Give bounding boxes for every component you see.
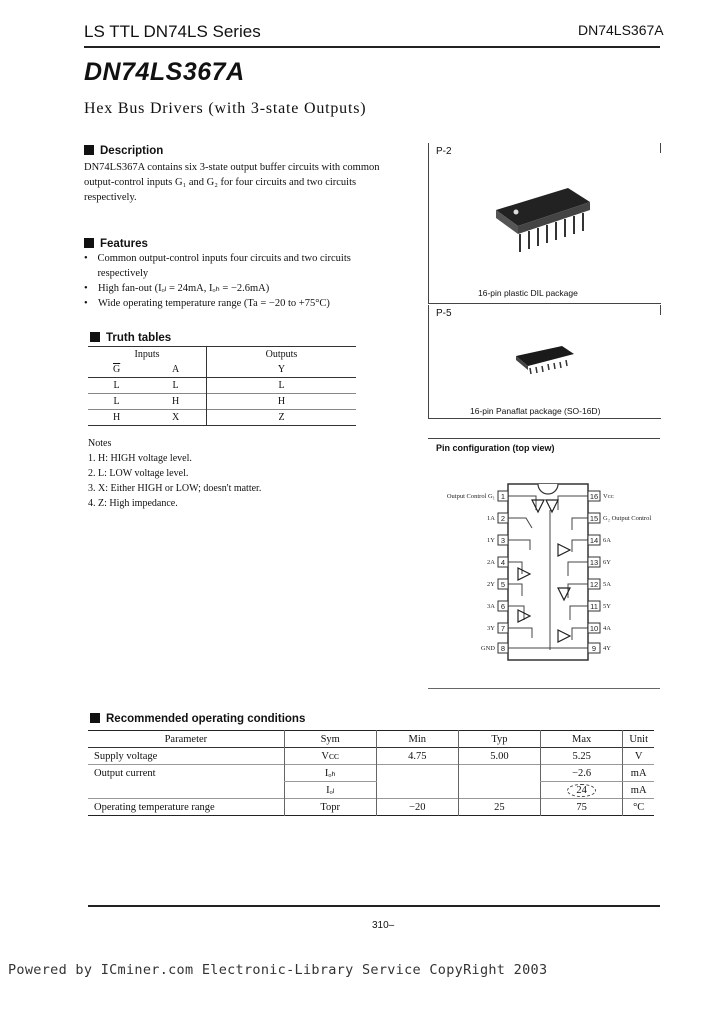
pin-number: 6	[500, 602, 506, 611]
column-header: A	[145, 362, 206, 378]
page-title: DN74LS367A	[84, 58, 245, 86]
list-item: • Wide operating temperature range (Ta = −20 to +75°C)	[84, 298, 330, 309]
table-cell	[541, 782, 623, 799]
table-cell: Output current	[94, 767, 156, 779]
column-header: Unit	[623, 731, 654, 748]
table-row	[88, 347, 356, 363]
box-tick	[660, 143, 661, 153]
table-cell: Iₒₗ	[284, 782, 376, 799]
table-cell: L	[113, 396, 120, 407]
table-row	[88, 378, 356, 394]
table-cell: Operating temperature range	[94, 801, 215, 813]
pin-number: 13	[589, 558, 599, 567]
pin-label: Vᴄᴄ	[603, 493, 614, 500]
table-cell: Topr	[284, 799, 376, 816]
header-rule	[84, 46, 660, 48]
table-cell: L	[278, 380, 285, 391]
note-item: 4. Z: High impedance.	[88, 498, 178, 509]
pin-number: 7	[500, 624, 506, 633]
dil-package-icon	[488, 180, 598, 270]
group-header-outputs: Outputs	[265, 349, 298, 360]
pin-label: 6Y	[603, 559, 611, 566]
bullet-square-icon	[90, 332, 100, 342]
bullet-square-icon	[90, 713, 100, 723]
table-cell	[458, 782, 540, 799]
table-row	[88, 782, 654, 799]
column-header: Max	[541, 731, 623, 748]
pin-config-bottom-rule	[428, 688, 660, 689]
table-row	[88, 765, 654, 782]
note-item: 1. H: HIGH voltage level.	[88, 453, 192, 464]
bullet-square-icon	[84, 238, 94, 248]
table-cell: 5.00	[458, 748, 540, 765]
table-cell: 75	[541, 799, 623, 816]
table-cell: °C	[623, 799, 654, 816]
pin-number: 16	[589, 492, 599, 501]
package-code: P-2	[436, 146, 452, 157]
pin-number: 10	[589, 624, 599, 633]
table-cell: 25	[458, 799, 540, 816]
roc-table	[88, 730, 654, 816]
table-cell	[458, 765, 540, 782]
table-cell: Z	[278, 412, 285, 423]
table-row	[88, 748, 654, 765]
note-item: 3. X: Either HIGH or LOW; doesn't matter.	[88, 483, 262, 494]
series-title: LS TTL DN74LS Series	[84, 22, 261, 41]
table-cell: −2.6	[541, 765, 623, 782]
table-cell: 5.25	[541, 748, 623, 765]
truth-table-notes	[88, 436, 261, 511]
flat-package-icon	[510, 340, 580, 380]
pin-number: 5	[500, 580, 506, 589]
table-row	[88, 731, 654, 748]
bullet-dot-icon: •	[84, 283, 88, 294]
column-header: Parameter	[164, 733, 208, 745]
pin-number: 15	[589, 514, 599, 523]
description-heading: Description	[84, 145, 163, 157]
note-item: 2. L: LOW voltage level.	[88, 468, 189, 479]
column-header: Y	[277, 364, 286, 375]
column-header: $\overline{G}$	[112, 364, 121, 375]
footer-credit: Powered by ICminer.com Electronic-Library Service CopyRight 2003	[8, 962, 548, 978]
pin-label: 5A	[603, 581, 611, 588]
pin-number: 3	[500, 536, 506, 545]
pin-number: 8	[500, 644, 506, 653]
package-code: P-5	[436, 308, 452, 319]
features-heading: Features	[84, 238, 148, 250]
pin-label: 4A	[603, 625, 611, 632]
column-header: Min	[376, 731, 458, 748]
pin-label: 2A	[487, 559, 495, 566]
table-cell: L	[145, 378, 206, 394]
truth-table	[88, 346, 356, 426]
pin-label: 4Y	[603, 645, 611, 652]
table-cell	[376, 782, 458, 799]
pin-number: 9	[591, 644, 597, 653]
box-tick	[660, 305, 661, 315]
list-item: • Common output-control inputs four circuits and two circuits respectively	[84, 253, 351, 279]
pin-config-rule	[428, 438, 660, 439]
bullet-dot-icon: •	[84, 253, 88, 264]
table-cell	[376, 765, 458, 782]
description-text: DN74LS367A contains six 3-state output buffer circuits with common output-control inputs G₁ and G₂ for four circuits and two circuits respectively.	[84, 162, 380, 203]
pin-number: 14	[589, 536, 599, 545]
table-row	[88, 410, 356, 426]
page-subtitle: Hex Bus Drivers (with 3-state Outputs)	[84, 100, 367, 117]
pin-label: Output Control G₁	[446, 493, 495, 500]
pin-label: GND	[480, 645, 495, 652]
table-cell: Vᴄᴄ	[284, 748, 376, 765]
truth-tables-heading: Truth tables	[90, 332, 171, 344]
table-cell: X	[145, 410, 206, 426]
bullet-square-icon	[84, 145, 94, 155]
pin-configuration-diagram	[432, 470, 660, 690]
pin-number: 2	[500, 514, 506, 523]
table-cell: Supply voltage	[94, 750, 158, 762]
circled-value: 24	[567, 784, 596, 797]
package-caption: 16-pin plastic DIL package	[478, 288, 578, 298]
group-header-inputs: Inputs	[88, 347, 206, 363]
pin-number: 12	[589, 580, 599, 589]
table-cell: 4.75	[376, 748, 458, 765]
table-cell: −20	[376, 799, 458, 816]
pin-label: 6A	[603, 537, 611, 544]
column-header: Sym	[284, 731, 376, 748]
table-row	[88, 799, 654, 816]
package-caption: 16-pin Panaflat package (SO-16D)	[470, 406, 601, 416]
pin-label: 3Y	[487, 625, 495, 632]
pin-label: 5Y	[603, 603, 611, 610]
table-cell: H	[112, 412, 121, 423]
pin-number: 4	[500, 558, 506, 567]
pin-label: 1Y	[487, 537, 495, 544]
table-cell: mA	[623, 765, 654, 782]
pin-number: 11	[590, 602, 598, 611]
roc-heading: Recommended operating conditions	[90, 713, 305, 725]
table-row	[88, 394, 356, 410]
table-cell: Iₒₕ	[284, 765, 376, 782]
table-cell: V	[623, 748, 654, 765]
features-list	[84, 251, 392, 311]
header-part-number: DN74LS367A	[578, 22, 664, 38]
list-item: • High fan-out (Iₒₗ = 24mA, Iₒₕ = −2.6mA)	[84, 283, 270, 294]
table-cell: H	[277, 396, 286, 407]
pin-label: 1A	[487, 515, 495, 522]
page-number: 310–	[372, 920, 395, 931]
table-cell	[88, 782, 284, 799]
bullet-dot-icon: •	[84, 298, 88, 309]
notes-heading: Notes	[88, 438, 112, 449]
pin-label: G₂ Output Control	[603, 515, 652, 522]
pin-config-heading: Pin configuration (top view)	[436, 443, 555, 453]
table-cell: L	[113, 380, 120, 391]
pin-label: 3A	[487, 603, 495, 610]
table-cell: mA	[623, 782, 654, 799]
footer-rule	[88, 905, 660, 907]
pin-number: 1	[500, 492, 506, 501]
table-row	[88, 362, 356, 378]
column-header: Typ	[458, 731, 540, 748]
pin-label: 2Y	[487, 581, 495, 588]
table-cell: H	[145, 394, 206, 410]
